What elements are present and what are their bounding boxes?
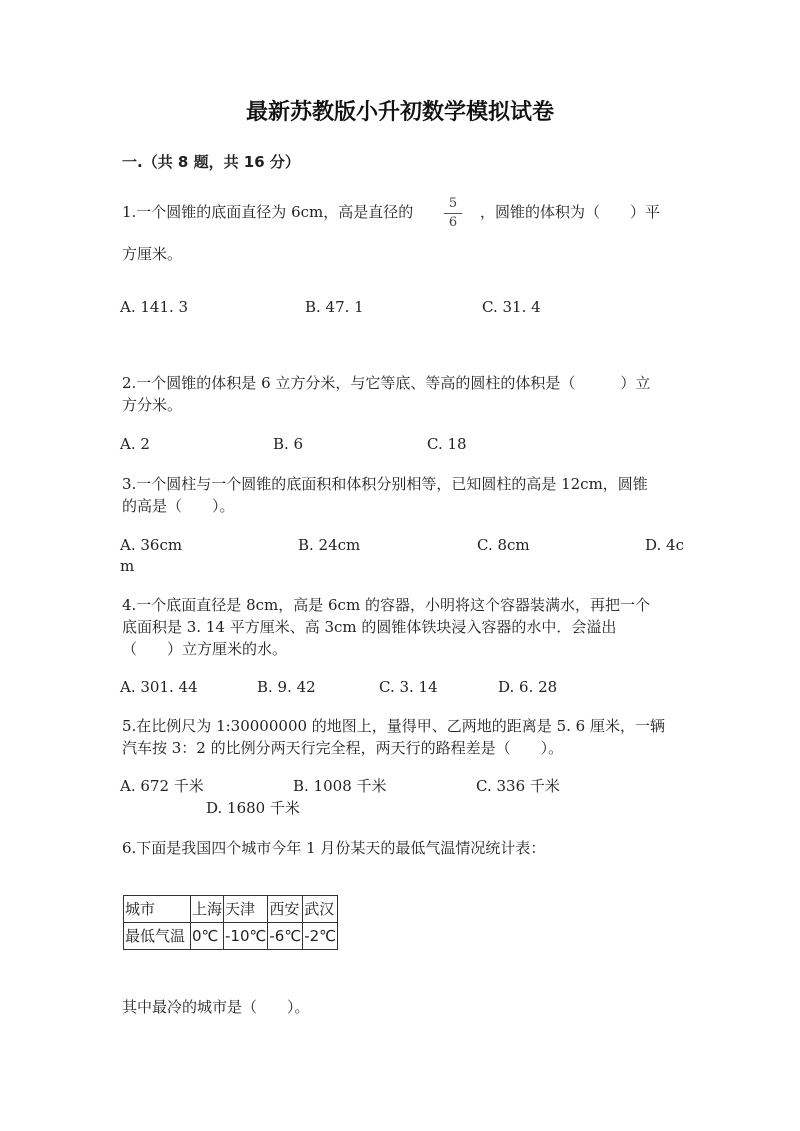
question-2-option-b: B. 6 bbox=[273, 435, 304, 453]
table-cell: 天津 bbox=[224, 896, 268, 923]
question-2-option-c: C. 18 bbox=[427, 435, 467, 453]
question-4-line-1: 4.一个底面直径是 8cm，高是 6cm 的容器，小明将这个容器装满水，再把一个 bbox=[122, 596, 650, 614]
question-4-line-2: 底面积是 3. 14 平方厘米、高 3cm 的圆锥体铁块浸入容器的水中．会溢出 bbox=[122, 618, 617, 636]
table-cell: 城市 bbox=[124, 896, 191, 923]
question-5-line-1: 5.在比例尺为 1:30000000 的地图上，量得甲、乙两地的距离是 5. 6 厘米，一辆 bbox=[122, 717, 665, 735]
question-5-line-2: 汽车按 3：2 的比例分两天行完全程，两天行的路程差是（ ）。 bbox=[122, 739, 564, 757]
temperature-table bbox=[123, 895, 338, 950]
table-cell: 西安 bbox=[268, 896, 303, 923]
table-cell: 0℃ bbox=[191, 923, 224, 950]
table-cell: -2℃ bbox=[303, 923, 338, 950]
question-2-line-1: 2.一个圆锥的体积是 6 立方分米，与它等底、等高的圆柱的体积是（ ）立 bbox=[122, 374, 651, 392]
section-heading: 一.（共 8 题，共 16 分） bbox=[122, 153, 300, 171]
page-title: 最新苏教版小升初数学模拟试卷 bbox=[245, 100, 554, 125]
question-4-option-b: B. 9. 42 bbox=[257, 678, 316, 696]
table-cell: -10℃ bbox=[224, 923, 268, 950]
fraction-bar bbox=[444, 213, 462, 214]
question-3-option-d-wrap: m bbox=[120, 557, 135, 575]
table-cell: 最低气温 bbox=[124, 923, 191, 950]
question-3-option-c: C. 8cm bbox=[477, 536, 530, 554]
question-5-option-b: B. 1008 千米 bbox=[293, 777, 387, 795]
table-row bbox=[124, 923, 338, 950]
question-2-line-2: 方分米。 bbox=[122, 396, 183, 414]
question-3-option-a: A. 36cm bbox=[120, 536, 183, 554]
question-4-option-c: C. 3. 14 bbox=[379, 678, 438, 696]
question-4-option-a: A. 301. 44 bbox=[120, 678, 198, 696]
question-2-option-a: A. 2 bbox=[120, 435, 150, 453]
question-5-option-d: D. 1680 千米 bbox=[206, 799, 300, 817]
question-1-line-2: 方厘米。 bbox=[122, 245, 183, 263]
question-3-line-1: 3.一个圆柱与一个圆锥的底面积和体积分别相等，已知圆柱的高是 12cm，圆锥 bbox=[122, 475, 648, 493]
question-6-line-1: 6.下面是我国四个城市今年 1 月份某天的最低气温情况统计表： bbox=[122, 839, 546, 857]
fraction-numerator: 5 bbox=[448, 196, 458, 211]
question-4-option-d: D. 6. 28 bbox=[498, 678, 558, 696]
question-3-option-d: D. 4c bbox=[645, 536, 684, 554]
question-1-text: 1.一个圆锥的底面直径为 6cm，高是直径的 bbox=[122, 203, 414, 221]
table-row bbox=[124, 896, 338, 923]
table-cell: 武汉 bbox=[303, 896, 338, 923]
question-5-option-c: C. 336 千米 bbox=[476, 777, 560, 795]
question-4-line-3: （ ）立方厘米的水。 bbox=[122, 640, 288, 658]
question-3-line-2: 的高是（ ）。 bbox=[122, 497, 235, 515]
fraction-five-sixths bbox=[444, 196, 462, 231]
question-1-text-cont: ，圆锥的体积为（ ）平 bbox=[480, 203, 661, 221]
question-1-option-a: A. 141. 3 bbox=[120, 298, 189, 316]
question-5-option-a: A. 672 千米 bbox=[120, 777, 204, 795]
table-cell: 上海 bbox=[191, 896, 224, 923]
fraction-denominator: 6 bbox=[448, 215, 458, 230]
table-cell: -6℃ bbox=[268, 923, 303, 950]
question-1-option-b: B. 47. 1 bbox=[305, 298, 364, 316]
question-6-question: 其中最冷的城市是（ ）。 bbox=[122, 998, 310, 1016]
question-1-option-c: C. 31. 4 bbox=[482, 298, 541, 316]
question-3-option-b: B. 24cm bbox=[298, 536, 361, 554]
